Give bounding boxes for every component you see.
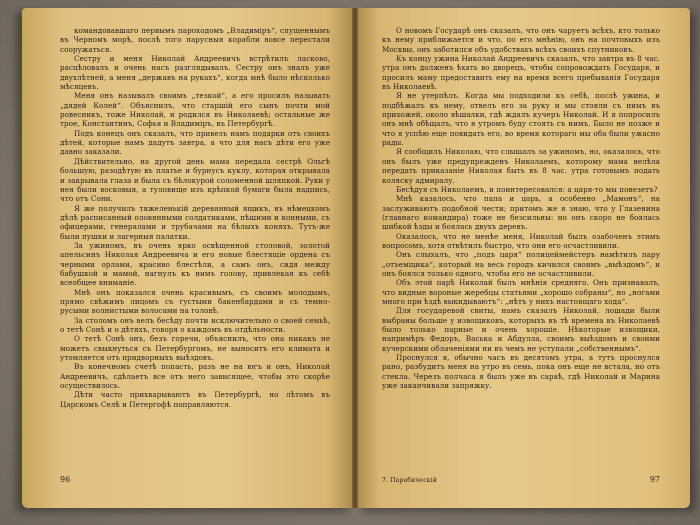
- paragraph: Я же получилъ тяжеленькій деревянный ящикъ, въ нѣмецкомъ дѣлѣ расписанный оловянными солдатиками, пѣшими и конными, съ офицерами, генералами и трубачами на бѣлыхъ коняхъ. Тутъ-же были пушки и лагерныя палатки.: [60, 203, 330, 241]
- paragraph: Меня онъ называлъ своимъ „тезкой“, а его просилъ называть „дядей Колей“. Объяснилъ, что старшій его сынъ почти мой ровесникъ, тоже Николай, и родился въ Николаевѣ; остальные же трое, Константинъ, Софья и Владиміръ, въ Петербургѣ.: [60, 91, 330, 129]
- paragraph: О тетѣ Сонѣ онъ, безъ горечи, объяснилъ, что она никакъ не можетъ свыкнуться съ Петербургомъ, не выноситъ его климата и утомляется отъ придворныхъ выѣздовъ.: [60, 334, 330, 363]
- paragraph: Объ этой парѣ Николай былъ мнѣнія средняго. Онъ признавалъ, что видные вороные жеребцы статьями „хорошо собраны“, но „ногами много при ѣздѣ выкидываютъ“: „нѣтъ у нихъ настоящаго хода“.: [382, 278, 660, 306]
- paragraph: О новомъ Государѣ онъ сказалъ, что онъ чаруетъ всѣхъ, кто только къ нему приближается и что, по его мнѣнію, онъ на почтовыхъ изъ Москвы, онъ заботился объ удобствахъ всѣхъ своихъ спутниковъ.: [382, 26, 660, 54]
- paragraph: Подъ конецъ онъ сказалъ, что привезъ намъ подарки отъ своихъ дѣтей, которые намъ дадутъ завтра, а что для насъ дѣти его уже давно заказали.: [60, 128, 330, 157]
- paragraph: За ужиномъ, въ очень ярко освѣщенной столовой, золотой апельсинъ Николая Андреевича и его новые блестящіе ордена съ черными орлами, красиво блестѣли, а самъ онъ, сидя между бабушкой и мамой, нагнулъ къ нимъ голову, привлекая къ себѣ всеобщее вниманіе.: [60, 240, 330, 288]
- left-page: [22, 8, 354, 508]
- paragraph: Я сообщилъ Николаю, что слышалъ за ужиномъ, но, оказалось, что онъ былъ уже предупрежденъ Николаемъ, которому мама велѣла передать приказаніе Николая быть въ 8 час. утра готовымъ подать коляску адмиралу.: [382, 147, 660, 185]
- paragraph: Для государевой свиты, намъ сказалъ Николай, лошади были выбраны больше у извощиковъ, которыхъ въ тѣ времена въ Николаевѣ было только парные и очень хорошіе. Нѣкоторые извощики, напримѣръ Федоръ, Васька и Абдулла, своимъ выѣздомъ и своими кучерскими облаченіями ни въ чемъ не уступали „собственнымъ“.: [382, 306, 660, 353]
- paragraph: Дѣти часто прихварываютъ въ Петербургѣ, но лѣтомъ въ Царскомъ Селѣ и Петергофѣ поправляются.: [60, 390, 330, 409]
- page-number: 96: [60, 475, 71, 484]
- paragraph: Я не утерпѣлъ. Когда мы подходили къ себѣ, послѣ ужина, и подбѣжалъ къ нему, отвелъ его за руку и мы стояли съ нимъ въ прихожей, около вѣшалки, гдѣ ждалъ кучеръ Николай. И я попросилъ онъ мнѣ обѣщалъ, что я утромъ буду стоять съ нимъ. Было не позже и что я успѣю еще повидать его, во время котораго мы оба были ужасно рады.: [382, 91, 660, 148]
- paragraph: Проснулся я, обычно часъ въ десятомъ утра, а тутъ проснулся рано, разбудитъ меня на утро въ семь, пока онъ еще не встала, но отъ стекла. Черезъ полчаса я былъ уже въ сараѣ, гдѣ Николай и Марина уже заканчивали запряжку.: [382, 353, 660, 391]
- page-number: 97: [649, 475, 660, 484]
- paragraph: Онъ слыхалъ, что „подъ царя“ полицеймейстеръ намѣтилъ пару „отъемщика“, который на весь городъ кичился своимъ „выѣздомъ“, и онъ боялся только одного, чтобы его не осчастливили.: [382, 250, 660, 278]
- paragraph: Оказалось, что не менѣе меня, Николай былъ озабоченъ этимъ вопросомъ, хотя отвѣтилъ быстро, что они его осчастливили.: [382, 231, 660, 250]
- paragraph: Бесѣдуя съ Николаемъ, и поинтересовался: а царя-то мы повезетъ?: [396, 184, 658, 194]
- paragraph: Сестру и меня Николай Андреевичъ встрѣтилъ ласково, расцѣловалъ и очень насъ разглядывалъ. Сестру онъ зналъ уже двухлѣтней, а меня „державъ на рукахъ“, когда мнѣ было нѣсколько мѣсяцевъ.: [60, 54, 330, 92]
- paragraph: За столомъ онъ велъ бесѣду почти исключительно о своей семьѣ, о тетѣ Сонѣ и о дѣтяхъ, говоря о каждомъ въ отдѣльности.: [60, 315, 330, 334]
- paragraph: Мнѣ казалось, что папа и царь, а особенно „Мамонъ“, на заслуживаютъ подобной чести; притомъ же я знаю, что у Глазенина (главнаго командира) тоже не безсильны: но онъ скоро не боялась шибкой ѣзды и боялась двухъ деревъ.: [382, 194, 660, 232]
- footer-signature: 7. Парабическій: [382, 477, 438, 484]
- paragraph: Дѣйствительно, на другой день мама передала сестрѣ Ольгѣ большую, разодѣтую въ платье и бурнусъ куклу, которая открывала и закрывала глаза и была съ бѣлокурой соломенной шляпкой. Руки у нея были восковыя, а туловище изъ крѣпкой бумаги была надпись, что отъ Сони.: [60, 156, 330, 204]
- left-page-text: [60, 26, 330, 409]
- paragraph: Къ концу ужина Николай Андреевичъ сказалъ, что завтра въ 8 час. утра онъ долженъ ѣхать во дворецъ, чтобы сопровождать Государя, и просилъ маму предоставить ему на время всего пребыванія Государя въ Николаевѣ.: [382, 54, 660, 92]
- right-page-text: [382, 26, 660, 390]
- paragraph: Въ конечномъ счетѣ попасть, разъ не на югъ и онъ, Николай Андреевичъ, сдѣлаетъ все отъ него зависящее, чтобы это скорѣе осуществилось.: [60, 362, 330, 391]
- right-page: [356, 8, 690, 508]
- paragraph: командовавшаго первымъ пароходомъ „Владиміръ“, спущеннымъ въ Черномъ морѣ, послѣ того парусныя корабли вовсе перестали сооружаться.: [60, 26, 330, 54]
- open-book: [22, 8, 690, 513]
- paragraph: Мнѣ онъ показался очень красивымъ, съ своимъ молодымъ, прямо свѣжимъ лицомъ съ густыми бакенбардами и съ темно-русыми волнистыми волосами на головѣ.: [60, 287, 330, 316]
- book-gutter: [352, 8, 358, 508]
